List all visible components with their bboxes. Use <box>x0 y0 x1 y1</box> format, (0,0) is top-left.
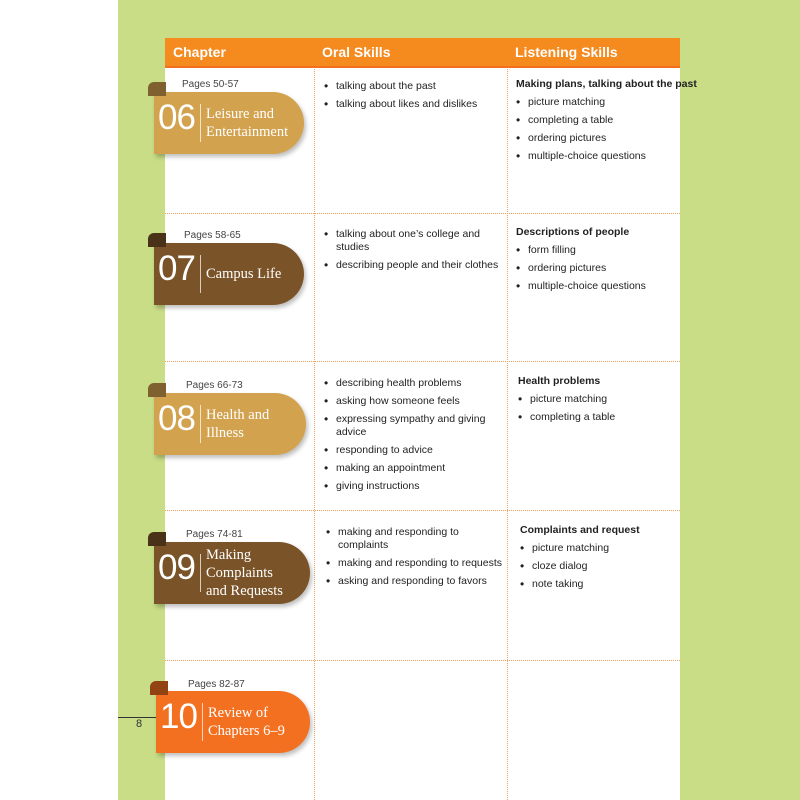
chapter-title <box>208 691 308 753</box>
list-item: • giving instructions <box>324 480 500 493</box>
row-divider <box>165 660 680 661</box>
list-item: • making and responding to requests <box>326 557 504 570</box>
chapter-title <box>206 92 306 154</box>
chapter-tab-10 <box>156 691 310 753</box>
row-divider <box>165 213 680 214</box>
list-item: • multiple-choice questions <box>516 280 676 293</box>
tab-divider <box>200 104 201 142</box>
listening-skills-list <box>516 244 676 298</box>
tab-fold <box>148 532 166 546</box>
listening-skills-list <box>516 96 676 168</box>
listening-heading: Descriptions of people <box>516 226 630 238</box>
list-item: • cloze dialog <box>520 560 676 573</box>
list-item: • describing health problems <box>324 377 500 390</box>
listening-heading: Complaints and request <box>520 524 640 536</box>
column-divider-oral <box>314 38 315 800</box>
list-item: • form filling <box>516 244 676 257</box>
chapter-title-text: Making Complaints and Requests <box>206 547 283 599</box>
chapter-tab-07 <box>154 243 304 305</box>
oral-skills-list <box>324 228 499 277</box>
chapter-number: 10 <box>160 697 197 736</box>
tab-divider <box>200 405 201 443</box>
list-item: • talking about one’s college and studies <box>324 228 499 254</box>
chapter-number: 06 <box>158 98 195 137</box>
chapter-pages: Pages 74-81 <box>186 529 243 540</box>
listening-skills-list <box>518 393 676 429</box>
chapter-title <box>206 243 306 305</box>
listening-heading: Health problems <box>518 375 601 387</box>
list-item: • completing a table <box>518 411 676 424</box>
chapter-title-text: Leisure and Entertainment <box>206 106 289 140</box>
chapter-title <box>206 542 306 604</box>
oral-skills-list <box>324 80 502 116</box>
list-item: • picture matching <box>520 542 676 555</box>
list-item: • multiple-choice questions <box>516 150 676 163</box>
list-item: • picture matching <box>518 393 676 406</box>
tab-fold <box>148 233 166 247</box>
tab-divider <box>200 255 201 293</box>
chapter-number: 08 <box>158 399 195 438</box>
chapter-title-text: Campus Life <box>206 266 282 282</box>
tab-fold <box>148 383 166 397</box>
list-item: • expressing sympathy and giving advice <box>324 413 500 439</box>
list-item: • talking about the past <box>324 80 502 93</box>
oral-skills-list <box>324 377 500 498</box>
chapter-title <box>206 393 306 455</box>
tab-divider <box>200 554 201 592</box>
table-header <box>165 38 680 68</box>
chapter-tab-08 <box>154 393 306 455</box>
chapter-title-text: Review of Chapters 6–9 <box>208 705 285 739</box>
list-item: • responding to advice <box>324 444 500 457</box>
list-item: • ordering pictures <box>516 262 676 275</box>
chapter-tab-06 <box>154 92 304 154</box>
column-divider-listening <box>507 38 508 800</box>
list-item: • picture matching <box>516 96 676 109</box>
list-item: • making and responding to complaints <box>326 526 504 552</box>
list-item: • talking about likes and dislikes <box>324 98 502 111</box>
list-item: • describing people and their clothes <box>324 259 499 272</box>
chapter-pages: Pages 58-65 <box>184 230 241 241</box>
listening-heading: Making plans, talking about the past <box>516 78 697 90</box>
tab-fold <box>150 681 168 695</box>
page-number: 8 <box>136 718 143 730</box>
chapter-pages: Pages 50-57 <box>182 79 239 90</box>
chapter-pages: Pages 66-73 <box>186 380 243 391</box>
list-item: • completing a table <box>516 114 676 127</box>
chapter-pages: Pages 82-87 <box>188 679 245 690</box>
chapter-title-text: Health and Illness <box>206 407 270 441</box>
row-divider <box>165 361 680 362</box>
oral-skills-list <box>326 526 504 593</box>
tab-divider <box>202 703 203 741</box>
chapter-number: 07 <box>158 249 195 288</box>
header-chapter: Chapter <box>173 44 226 60</box>
listening-skills-list <box>520 542 676 596</box>
list-item: • making an appointment <box>324 462 500 475</box>
header-oral-skills: Oral Skills <box>322 44 391 60</box>
chapter-tab-09 <box>154 542 310 604</box>
tab-fold <box>148 82 166 96</box>
list-item: • note taking <box>520 578 676 591</box>
list-item: • asking and responding to favors <box>326 575 504 588</box>
list-item: • ordering pictures <box>516 132 676 145</box>
header-listening-skills: Listening Skills <box>515 44 618 60</box>
list-item: • asking how someone feels <box>324 395 500 408</box>
chapter-number: 09 <box>158 548 195 587</box>
row-divider <box>165 510 680 511</box>
